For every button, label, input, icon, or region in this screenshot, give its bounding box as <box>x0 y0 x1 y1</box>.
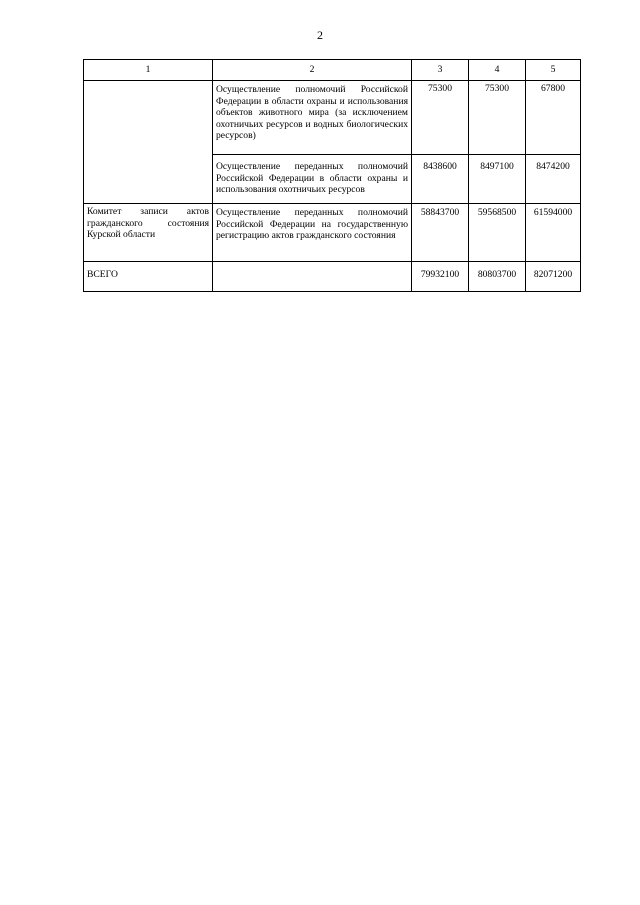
organization-cell <box>84 81 213 204</box>
total-row <box>84 262 581 292</box>
description-cell: Осуществление переданных полномочий Российской Федерации на государственную регистрацию актов гражданского состояния <box>213 204 412 262</box>
total-description-cell <box>213 262 412 292</box>
value-cell-year-1: 58843700 <box>412 204 469 262</box>
value-cell-year-2: 75300 <box>469 81 526 155</box>
total-value-year-2: 80803700 <box>469 262 526 292</box>
total-value-year-1: 79932100 <box>412 262 469 292</box>
description-cell: Осуществление полномочий Российской Федерации в области охраны и использования объектов животного мира (за исключением охотничьих ресурсов и водных биологических ресурсов) <box>213 81 412 155</box>
column-header-2: 2 <box>213 60 412 81</box>
organization-cell: Комитет записи актов гражданского состояния Курской области <box>84 204 213 262</box>
value-cell-year-1: 8438600 <box>412 155 469 204</box>
table-header-row <box>84 60 581 81</box>
column-header-3: 3 <box>412 60 469 81</box>
page-number: 2 <box>317 28 323 42</box>
value-cell-year-2: 8497100 <box>469 155 526 204</box>
budget-table <box>83 59 581 292</box>
description-cell: Осуществление переданных полномочий Российской Федерации в области охраны и использования охотничьих ресурсов <box>213 155 412 204</box>
value-cell-year-3: 61594000 <box>526 204 581 262</box>
value-cell-year-1: 75300 <box>412 81 469 155</box>
value-cell-year-3: 67800 <box>526 81 581 155</box>
column-header-4: 4 <box>469 60 526 81</box>
table-row <box>84 81 581 155</box>
column-header-1: 1 <box>84 60 213 81</box>
table-row <box>84 204 581 262</box>
total-value-year-3: 82071200 <box>526 262 581 292</box>
column-header-5: 5 <box>526 60 581 81</box>
value-cell-year-3: 8474200 <box>526 155 581 204</box>
total-label: ВСЕГО <box>84 262 213 292</box>
value-cell-year-2: 59568500 <box>469 204 526 262</box>
